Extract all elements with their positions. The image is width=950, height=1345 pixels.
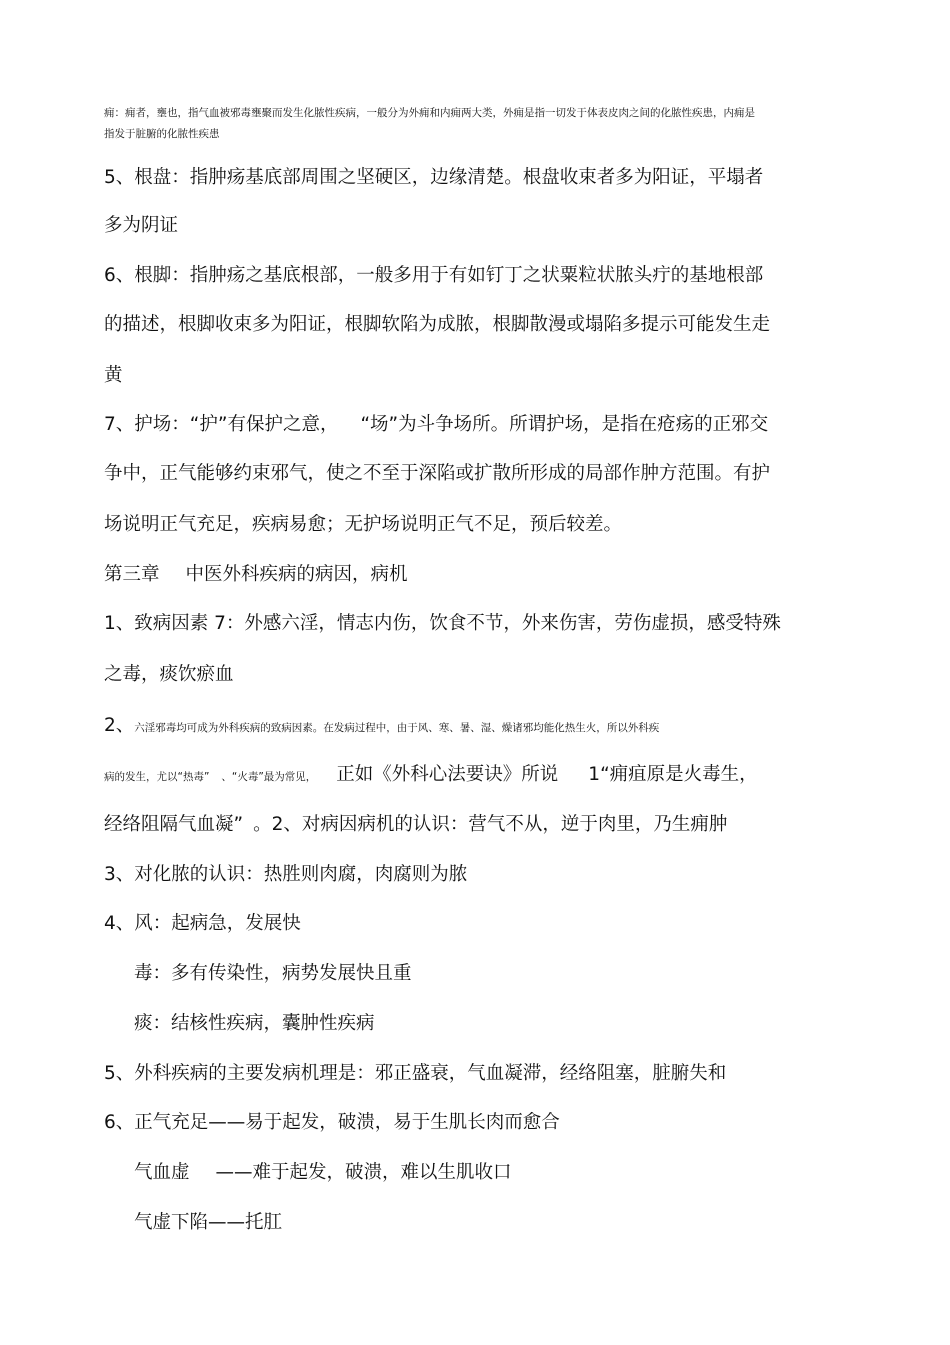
c3-item-2-line2	[104, 763, 758, 787]
c3-item-6-qixue-desc: ——难于起发，破溃，难以生肌收口	[215, 1162, 512, 1183]
c3-item-4-wind: 4、风：起病急，发展快	[104, 913, 301, 934]
c3-item-4-phlegm: 痰：结核性疾病，囊肿性疾病	[134, 1013, 375, 1034]
item-7-part-a: 7、护场：“护”有保护之意，	[104, 414, 339, 435]
c3-item-6-line3: 气虚下陷——托肛	[134, 1212, 283, 1233]
item-7-huchang-line3: 场说明正气充足，疾病易愈；无护场说明正气不足，预后较差。	[104, 514, 623, 535]
item-6-genjiao-line1: 6、根脚：指肿疡之基底根部，一般多用于有如钉丁之状粟粒状脓头疔的基地根部	[104, 265, 764, 286]
c3-item-2-quote-start: 1“痈疽原是火毒生，	[588, 764, 758, 785]
c3-item-6-line1: 6、正气充足——易于起发，破溃，易于生肌长肉而愈合	[104, 1112, 560, 1133]
c3-item-2-cognition: 。2、对病因病机的认识：营气不从，逆于肉里，乃生痈肿	[253, 814, 728, 835]
c3-item-2-text: 六淫邪毒均可成为外科疾病的致病因素。在发病过程中，由于风、寒、暑、湿、燥诸邪均能化热生火，所以外科疾	[134, 722, 660, 734]
item-5-genpan-line1: 5、根盘：指肿疡基底部周围之坚硬区，边缘清楚。根盘收束者多为阳证，平塌者	[104, 167, 764, 188]
item-6-genjiao-line3: 黄	[104, 365, 123, 386]
c3-item-6-qixue-xu: 气血虚	[134, 1162, 190, 1183]
paragraph-yong-definition-line2: 指发于脏腑的化脓性疾患	[104, 128, 220, 140]
item-7-huchang-line2: 争中，正气能够约束邪气，使之不至于深陷或扩散所形成的局部作肿方范围。有护	[104, 463, 771, 484]
c3-item-2-quote-source: 正如《外科心法要诀》所说	[336, 764, 559, 785]
c3-item-1-line1: 1、致病因素 7：外感六淫，情志内伤，饮食不节，外来伤害，劳伤虚损，感受特殊	[104, 613, 781, 634]
item-7-huchang-line1	[104, 413, 768, 437]
c3-item-3: 3、对化脓的认识：热胜则肉腐，肉腐则为脓	[104, 864, 468, 885]
chapter-title: 中医外科疾病的病因，病机	[185, 564, 408, 585]
c3-item-2-small-a: 病的发生，尤以“热毒”	[104, 771, 210, 783]
paragraph-yong-definition-line1: 痈：痈者，壅也，指气血被邪毒壅聚而发生化脓性疾病，一般分为外痈和内痈两大类，外痈是指一切发于体表皮肉之间的化脓性疾患，内痈是	[104, 107, 755, 119]
c3-item-6-line2	[134, 1161, 512, 1185]
item-7-part-b: “场”为斗争场所。所谓护场，是指在疮疡的正邪交	[360, 414, 769, 435]
c3-item-2-quote-end: 经络阻隔气血凝”	[104, 814, 244, 835]
c3-item-2-line3	[104, 813, 727, 837]
chapter-3-heading	[104, 563, 408, 587]
item-6-genjiao-line2: 的描述，根脚收束多为阳证，根脚软陷为成脓，根脚散漫或塌陷多提示可能发生走	[104, 314, 771, 335]
c3-item-4-poison: 毒：多有传染性，病势发展快且重	[134, 963, 412, 984]
c3-item-2-small-b: 、“火毒”最为常见，	[221, 771, 317, 783]
c3-item-2-number: 2、	[104, 715, 135, 736]
c3-item-5: 5、外科疾病的主要发病机理是：邪正盛衰，气血凝滞，经络阻塞，脏腑失和	[104, 1063, 727, 1084]
chapter-number: 第三章	[104, 564, 160, 585]
c3-item-1-line2: 之毒，痰饮瘀血	[104, 664, 234, 685]
c3-item-2-line1	[104, 714, 659, 738]
item-5-genpan-line2: 多为阴证	[104, 215, 179, 236]
